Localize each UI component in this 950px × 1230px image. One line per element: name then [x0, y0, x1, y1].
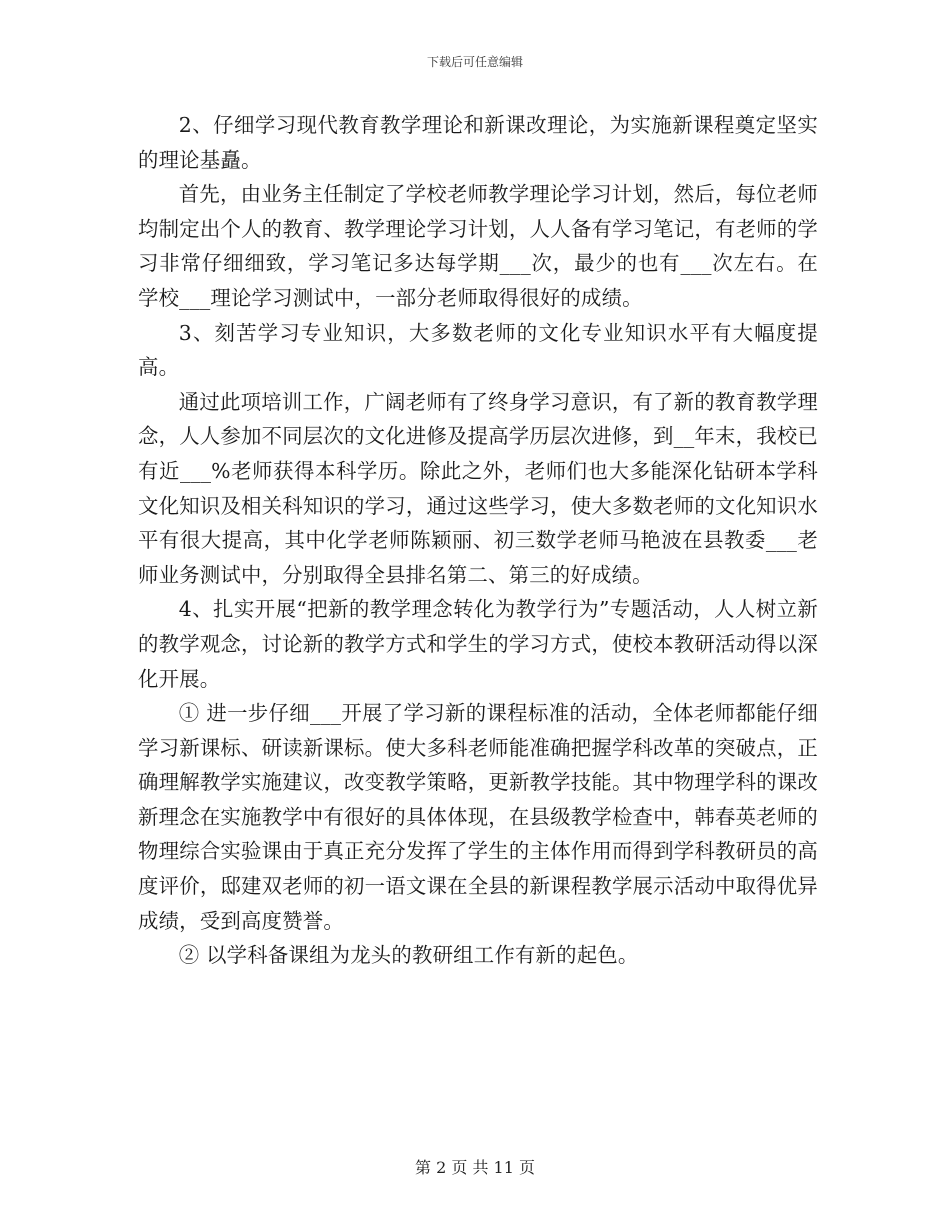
paragraph-section-2: 2、仔细学习现代教育教学理论和新课改理论，为实施新课程奠定坚实的理论基矗。 — [138, 113, 818, 172]
paragraph-section-4: 4、扎实开展“把新的教学理念转化为教学行为”专题活动，人人树立新的教学观念，讨论新的教学方式和学生的学习方式，使校本教研活动得以深化开展。 — [138, 597, 818, 691]
document-body — [138, 108, 818, 973]
paragraph-item-1: ① 进一步仔细___开展了学习新的课程标准的活动，全体老师都能仔细学习新课标、研读新课标。使大多科老师能准确把握学科改革的突破点，正确理解教学实施建议，改变教学策略，更新教学技能。其中物理学科的课改新理念在实施教学中有很好的具体体现，在县级教学检查中，韩春英老师的物理综合实验课由于真正充分发挥了学生的主体作用而得到学科教研员的高度评价，邸建双老师的初一语文课在全县的新课程教学展示活动中取得优异成绩，受到高度赞誉。 — [138, 701, 818, 933]
paragraph-training-results: 通过此项培训工作，广阔老师有了终身学习意识，有了新的教育教学理念，人人参加不同层次的文化进修及提高学历层次进修，到__年末，我校已有近___%老师获得本科学历。除此之外，老师们也大多能深化钻研本学科文化知识及相关科知识的学习，通过这些学习，使大多数老师的文化知识水平有很大提高，其中化学老师陈颖丽、初三数学老师马艳波在县教委___老师业务测试中，分别取得全县排名第二、第三的好成绩。 — [138, 389, 818, 587]
paragraph-section-3: 3、刻苦学习专业知识，大多数老师的文化专业知识水平有大幅度提高。 — [138, 320, 818, 380]
paragraph-theory-study: 首先，由业务主任制定了学校老师教学理论学习计划，然后，每位老师均制定出个人的教育、教学理论学习计划，人人备有学习笔记，有老师的学习非常仔细细致，学习笔记多达每学期___次，最少的也有___次左右。在学校___理论学习测试中，一部分老师取得很好的成绩。 — [138, 182, 818, 310]
page-header: 下载后可任意编辑 — [426, 55, 523, 69]
page-number: 第 2 页 共 11 页 — [415, 1158, 535, 1177]
paragraph-item-2: ② 以学科备课组为龙头的教研组工作有新的起色。 — [178, 943, 639, 968]
